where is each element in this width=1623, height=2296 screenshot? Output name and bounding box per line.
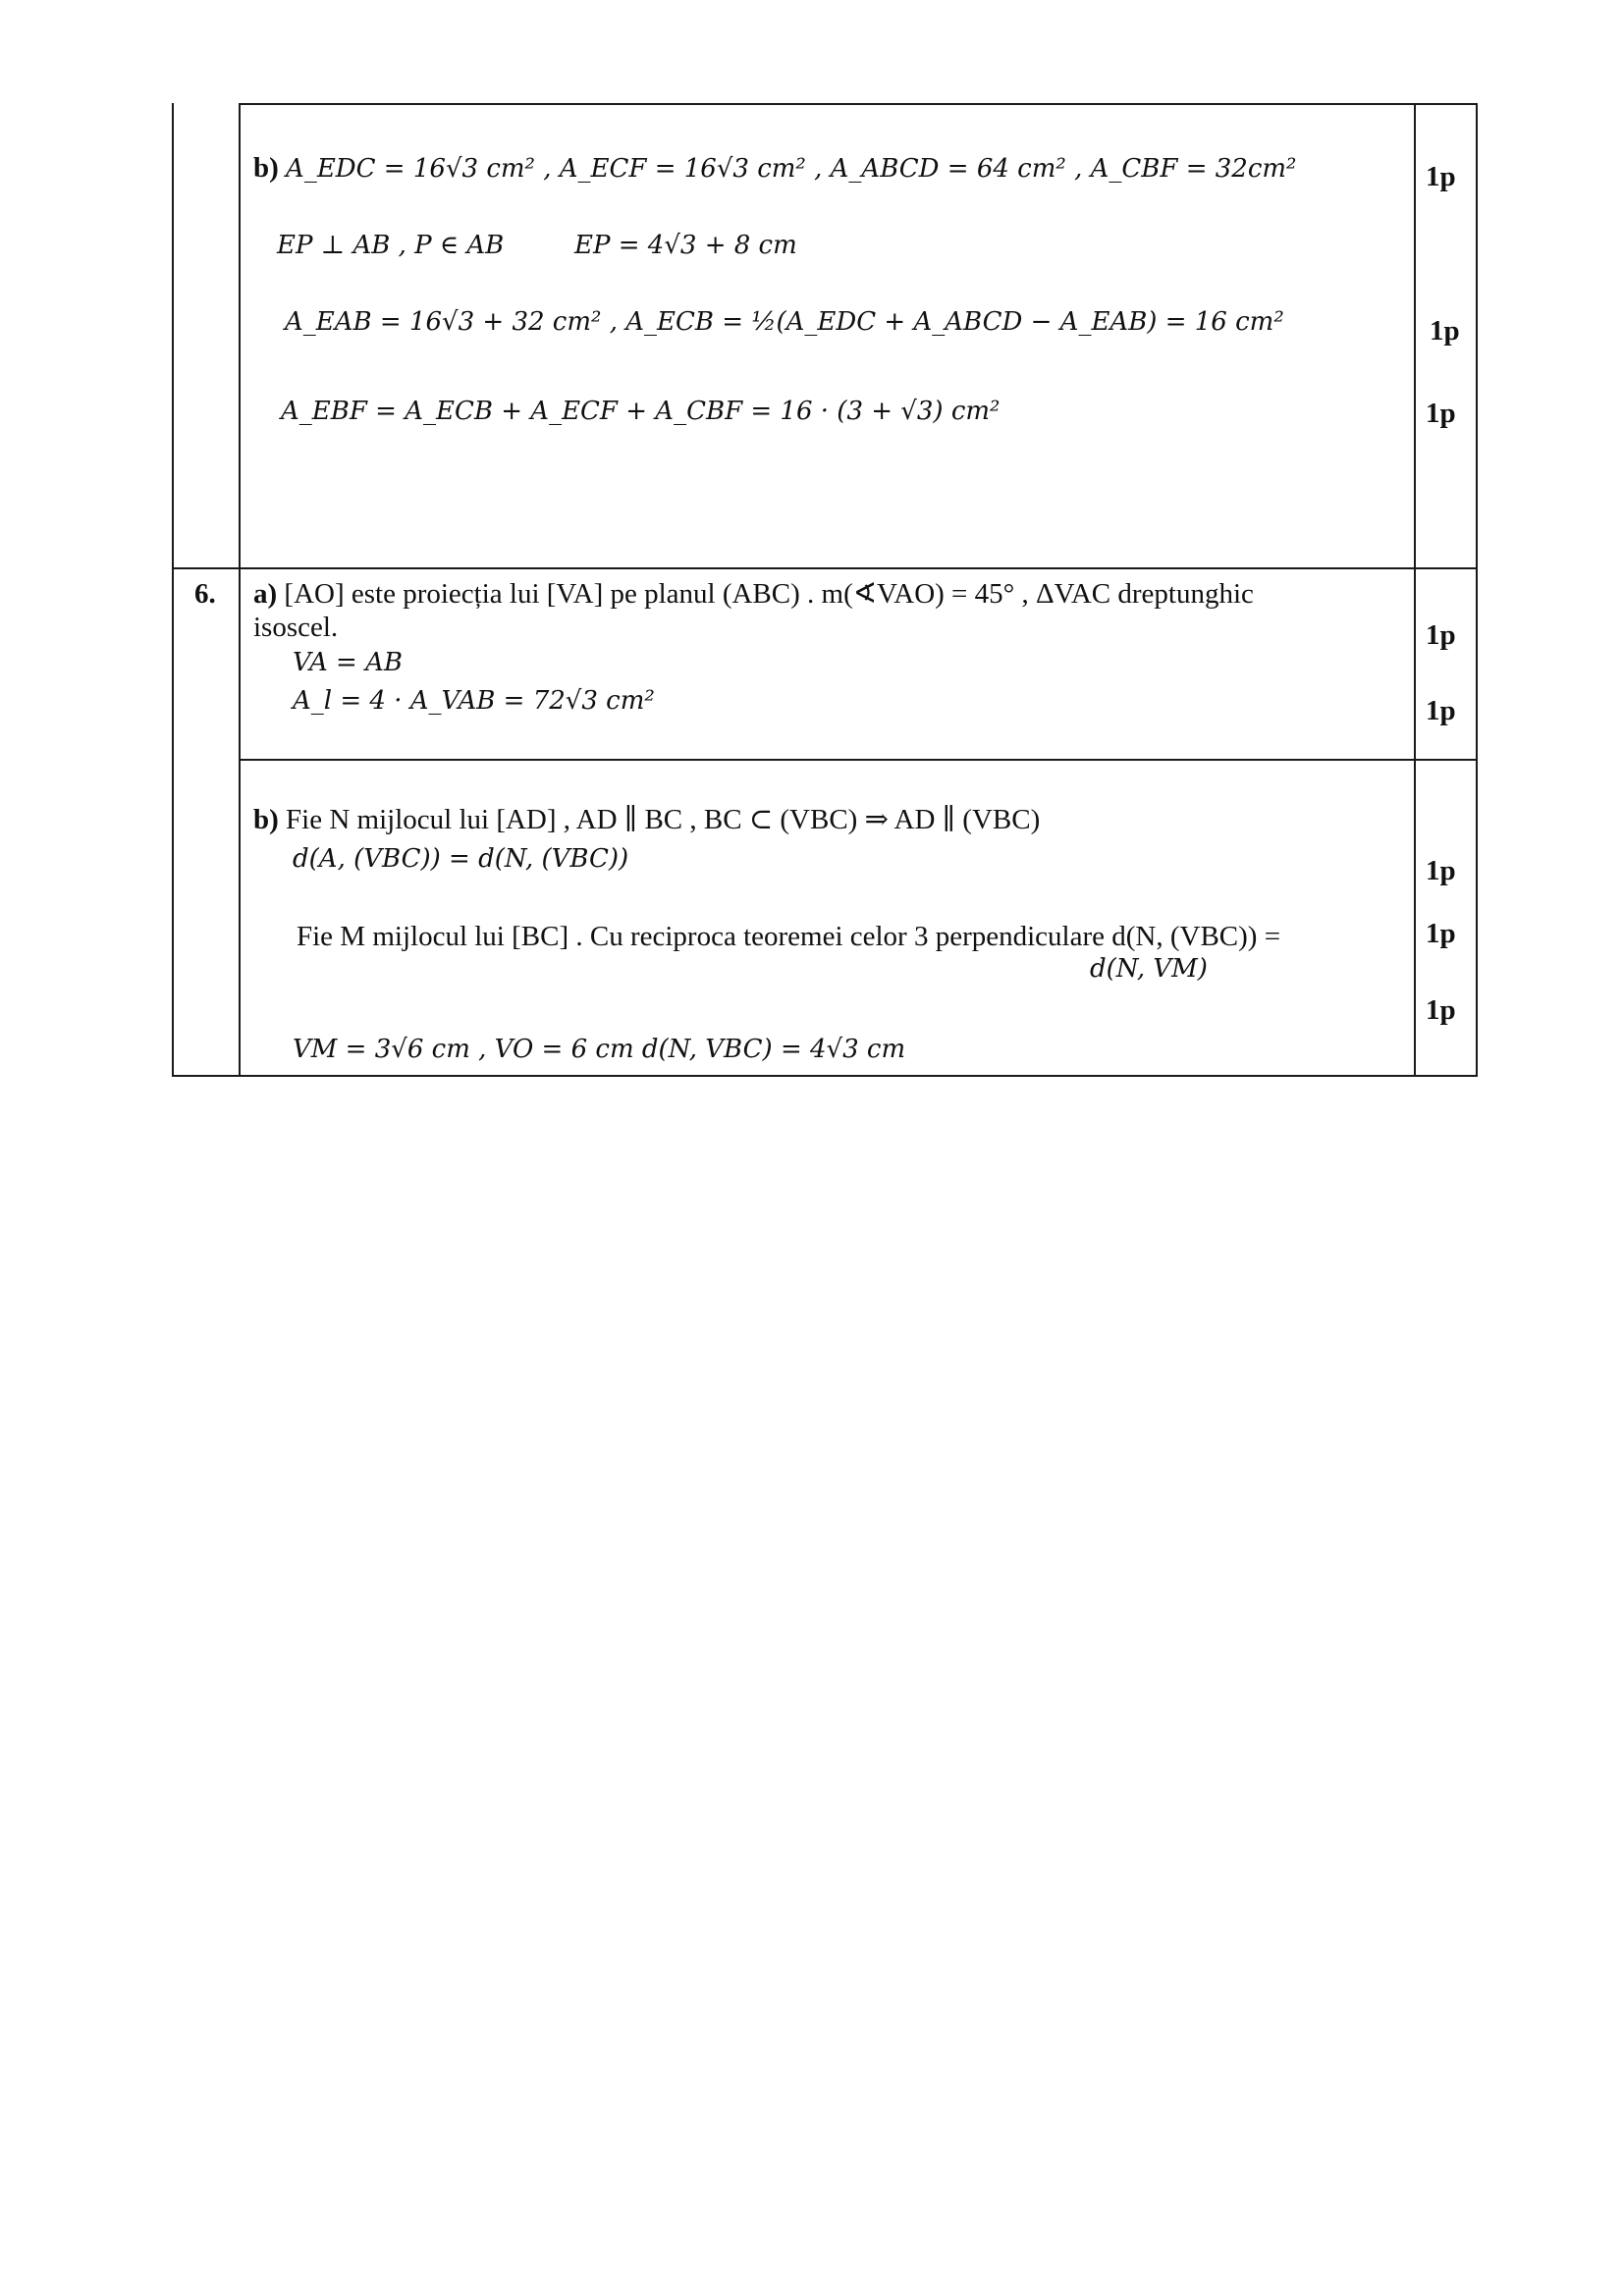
row5b-points-3: 1p [1426, 398, 1456, 429]
row5b-formula-areas: A_EDC = 16√3 cm² , A_ECF = 16√3 cm² , A_ABCD = 64 cm² , A_CBF = 32cm² [286, 154, 1297, 184]
row5b-line4: A_EBF = A_ECB + A_ECF + A_CBF = 16 · (3 + √3) cm² [281, 397, 1001, 426]
row6b-line2: d(A, (VBC)) = d(N, (VBC)) [293, 844, 629, 874]
table-left-border [172, 103, 174, 1077]
table-top-border [239, 103, 1478, 105]
row6a-line3: VA = AB [293, 648, 403, 677]
row6b-line5: VM = 3√6 cm , VO = 6 cm d(N, VBC) = 4√3 cm [293, 1035, 906, 1064]
row6b-line4: d(N, VM) [1090, 954, 1208, 984]
row6b-points-3: 1p [1426, 994, 1456, 1026]
row6-number: 6. [194, 578, 216, 610]
row6b-line3: Fie M mijlocul lui [BC] . Cu reciproca teoremei celor 3 perpendiculare d(N, (VBC)) = [297, 921, 1281, 952]
row5b-line3: A_EAB = 16√3 + 32 cm² , A_ECB = ½(A_EDC + A_ABCD − A_EAB) = 16 cm² [285, 307, 1284, 337]
row6b-points-2: 1p [1426, 918, 1456, 949]
table-inner-border [239, 103, 241, 1077]
row6b-points-1: 1p [1426, 855, 1456, 886]
row5b-line1: b) A_EDC = 16√3 cm² , A_ECF = 16√3 cm² , A_ABCD = 64 cm² , A_CBF = 32cm² [253, 152, 1297, 184]
points-column-left-border [1414, 103, 1416, 1077]
row5b-line2a: EP ⊥ AB , P ∈ AB [277, 231, 505, 260]
row5b-points-2: 1p [1430, 315, 1460, 347]
row6a-line4: A_l = 4 · A_VAB = 72√3 cm² [293, 686, 655, 716]
table-bottom-border [172, 1075, 1478, 1077]
row6a-points-2: 1p [1426, 695, 1456, 726]
row6a-line1: a) [AO] este proiecția lui [VA] pe planul (ABC) . m(∢VAO) = 45° , ΔVAC dreptunghic [253, 578, 1254, 610]
row6a-points-1: 1p [1426, 619, 1456, 651]
row6a-line2: isoscel. [253, 612, 339, 643]
row-divider-5-6 [172, 567, 1478, 569]
row5b-line2b: EP = 4√3 + 8 cm [574, 231, 797, 260]
row-divider-6a-6b [239, 759, 1478, 761]
row6b-line1: b) Fie N mijlocul lui [AD] , AD ∥ BC , BC ⊂ (VBC) ⇒ AD ∥ (VBC) [253, 804, 1041, 835]
row5b-points-1: 1p [1426, 161, 1456, 192]
table-right-border [1476, 103, 1478, 1077]
